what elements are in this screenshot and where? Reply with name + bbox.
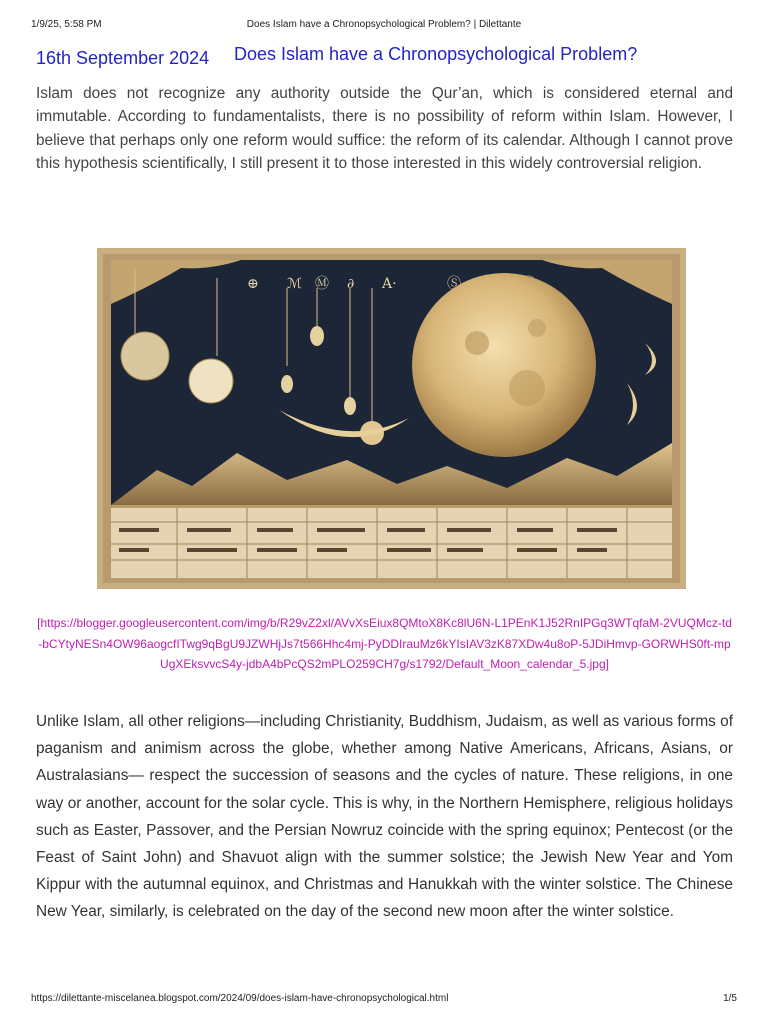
svg-text:ℳ: ℳ <box>287 276 302 292</box>
moon-calendar-image[interactable] <box>97 248 686 589</box>
post-header <box>36 44 736 74</box>
print-datetime: 1/9/25, 5:58 PM <box>31 19 102 30</box>
post-title[interactable]: Does Islam have a Chronopsychological Problem? <box>234 44 638 64</box>
post-date: 16th September 2024 <box>36 48 210 68</box>
svg-text:Ⓢ: Ⓢ <box>447 276 461 292</box>
print-footer <box>0 993 768 1007</box>
intro-paragraph: Islam does not recognize any authority outside the Qur’an, which is considered eternal and immutable. According to fundamentalists, there is no possibility of reform within Islam. However, I believe that perhaps only one reform would suffice: the reform of its calendar. Although I cannot prove this hypothesis scientifically, I still present it to those interested in this widely controversial religion. <box>36 85 733 172</box>
svg-text:⊕: ⊕ <box>247 276 259 292</box>
moon-calendar-illustration <box>97 248 686 589</box>
image-source-link[interactable]: [https://blogger.googleusercontent.com/img/b/R29vZ2xl/AVvXsEiux8QMtoX8Kc8lU6N-L1PEnK1J52RnIPGq3WTqfaM-2VUQMcz-td-bCYtyNESn4OW96aogcfITwg9qBgU9JZWHjJs7t566Hhc4mj-PyDDIrauMz6kYIsIAV3zK87XDw4u8oP-5JDiHmvp-GORWHS0ft-mpUgXEksvvcS4y-jdbA4bPcQS2mPLO259CH7g/s1792/Default_Moon_calendar_5.jpg] <box>37 616 732 671</box>
svg-text:A·: A· <box>382 276 397 292</box>
svg-text:∂: ∂ <box>347 276 355 292</box>
print-header <box>0 19 768 33</box>
print-page-title: Does Islam have a Chronopsychological Problem? | Dilettante <box>246 19 522 30</box>
print-url: https://dilettante-miscelanea.blogspot.com/2024/09/does-islam-have-chronopsychological.html <box>31 993 449 1004</box>
body-paragraph: Unlike Islam, all other religions—including Christianity, Buddhism, Judaism, as well as various forms of paganism and animism across the globe, whether among Native Americans, Africans, Asians, or Australasians— respect the succession of seasons and the cycles of nature. These religions, in one way or another, account for the solar cycle. This is why, in the Northern Hemisphere, religious holidays such as Easter, Passover, and the Persian Nowruz coincide with the spring equinox; Pentecost (or the Feast of Saint John) and Shavuot align with the summer solstice; the Jewish New Year and Yom Kippur with the autumnal equinox, and Christmas and Hanukkah with the winter solstice. The Chinese New Year, similarly, is celebrated on the day of the second new moon after the winter solstice. <box>36 713 733 921</box>
svg-text:Ⓜ: Ⓜ <box>315 276 329 292</box>
print-page-number: 1/5 <box>723 993 737 1004</box>
